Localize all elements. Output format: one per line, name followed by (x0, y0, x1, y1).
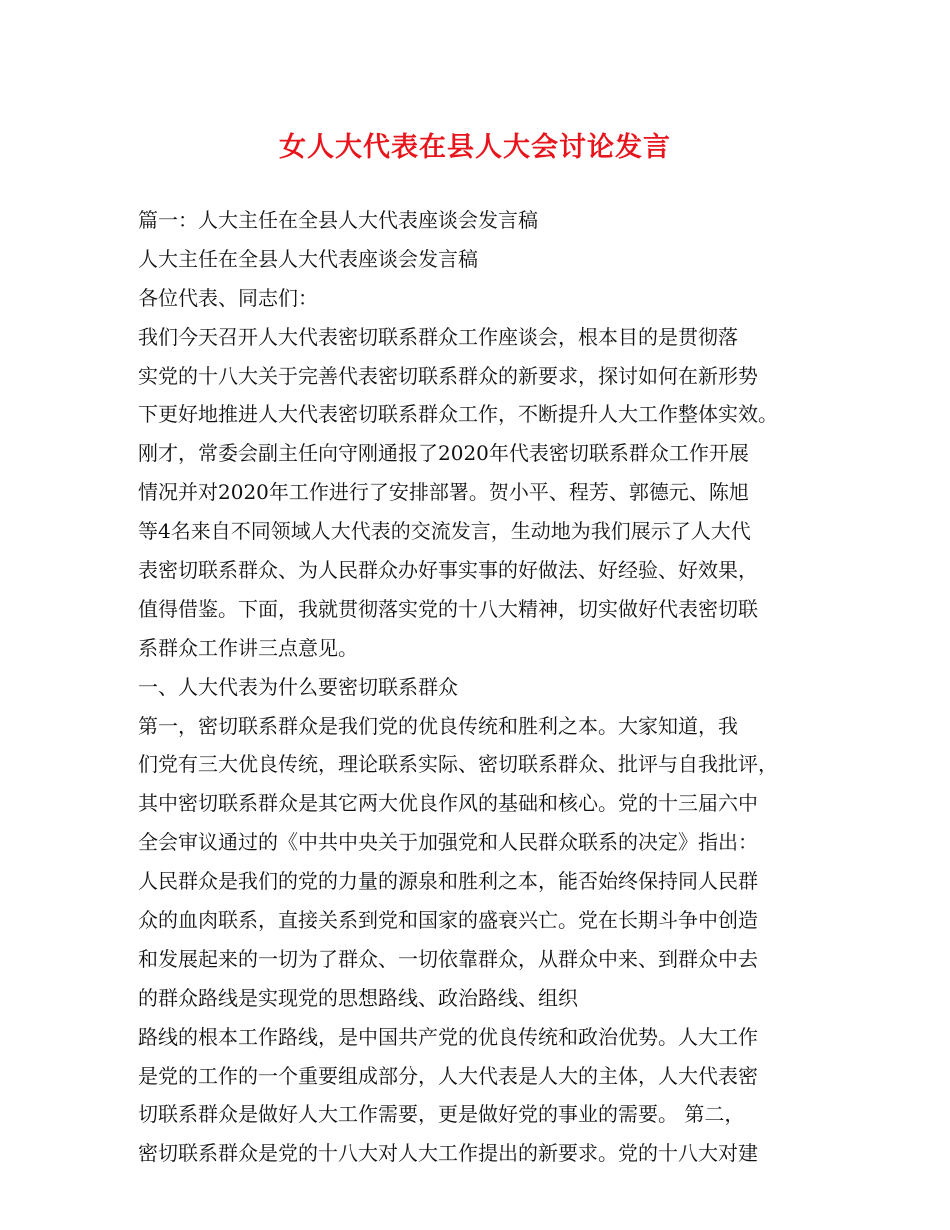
text-line: 的群众路线是实现党的思想路线、政治路线、组织 (138, 985, 578, 1010)
text-line: 等4名来自不同领域人大代表的交流发言，生动地为我们展示了人大代 (138, 519, 751, 544)
text-line: 们党有三大优良传统，理论联系实际、密切联系群众、批评与自我批评， (138, 752, 778, 777)
text-line: 表密切联系群众、为人民群众办好事实事的好做法、好经验、好效果， (138, 558, 758, 583)
document-title: 女人大代表在县人大会讨论发言 (279, 132, 671, 163)
text-line: 情况并对2020年工作进行了安排部署。贺小平、程芳、郭德元、陈旭 (138, 480, 749, 505)
text-line: 值得借鉴。下面，我就贯彻落实党的十八大精神，切实做好代表密切联 (138, 596, 758, 621)
text-line: 刚才，常委会副主任向守刚通报了2020年代表密切联系群众工作开展 (138, 441, 749, 466)
text-line: 人大主任在全县人大代表座谈会发言稿 (138, 246, 478, 271)
text-line: 密切联系群众是党的十八大对人大工作提出的新要求。党的十八大对建 (138, 1141, 758, 1166)
text-line: 其中密切联系群众是其它两大优良作风的基础和核心。党的十三届六中 (138, 791, 758, 816)
text-line: 切联系群众是做好人大工作需要，更是做好党的事业的需要。 第二， (138, 1102, 745, 1127)
document-body (138, 201, 838, 1173)
text-line: 下更好地推进人大代表密切联系群众工作，不断提升人大工作整体实效。 (138, 402, 778, 427)
text-line: 第一，密切联系群众是我们党的优良传统和胜利之本。大家知道，我 (138, 713, 738, 738)
text-line: 和发展起来的一切为了群众、一切依靠群众，从群众中来、到群众中去 (138, 946, 758, 971)
section-heading: 一、人大代表为什么要密切联系群众 (138, 674, 458, 699)
text-line: 众的血肉联系，直接关系到党和国家的盛衰兴亡。党在长期斗争中创造 (138, 908, 758, 933)
text-line: 全会审议通过的《中共中央关于加强党和人民群众联系的决定》指出： (138, 830, 758, 855)
text-line: 是党的工作的一个重要组成部分，人大代表是人大的主体，人大代表密 (138, 1063, 758, 1088)
text-line: 系群众工作讲三点意见。 (138, 635, 358, 660)
text-line: 人民群众是我们的党的力量的源泉和胜利之本，能否始终保持同人民群 (138, 869, 758, 894)
text-line: 篇一：人大主任在全县人大代表座谈会发言稿 (138, 208, 538, 232)
text-line: 路线的根本工作路线，是中国共产党的优良传统和政治优势。人大工作 (138, 1024, 758, 1049)
text-line: 实党的十八大关于完善代表密切联系群众的新要求，探讨如何在新形势 (138, 363, 758, 388)
text-line: 各位代表、同志们： (138, 285, 318, 310)
text-line: 我们今天召开人大代表密切联系群众工作座谈会，根本目的是贯彻落 (138, 324, 738, 349)
